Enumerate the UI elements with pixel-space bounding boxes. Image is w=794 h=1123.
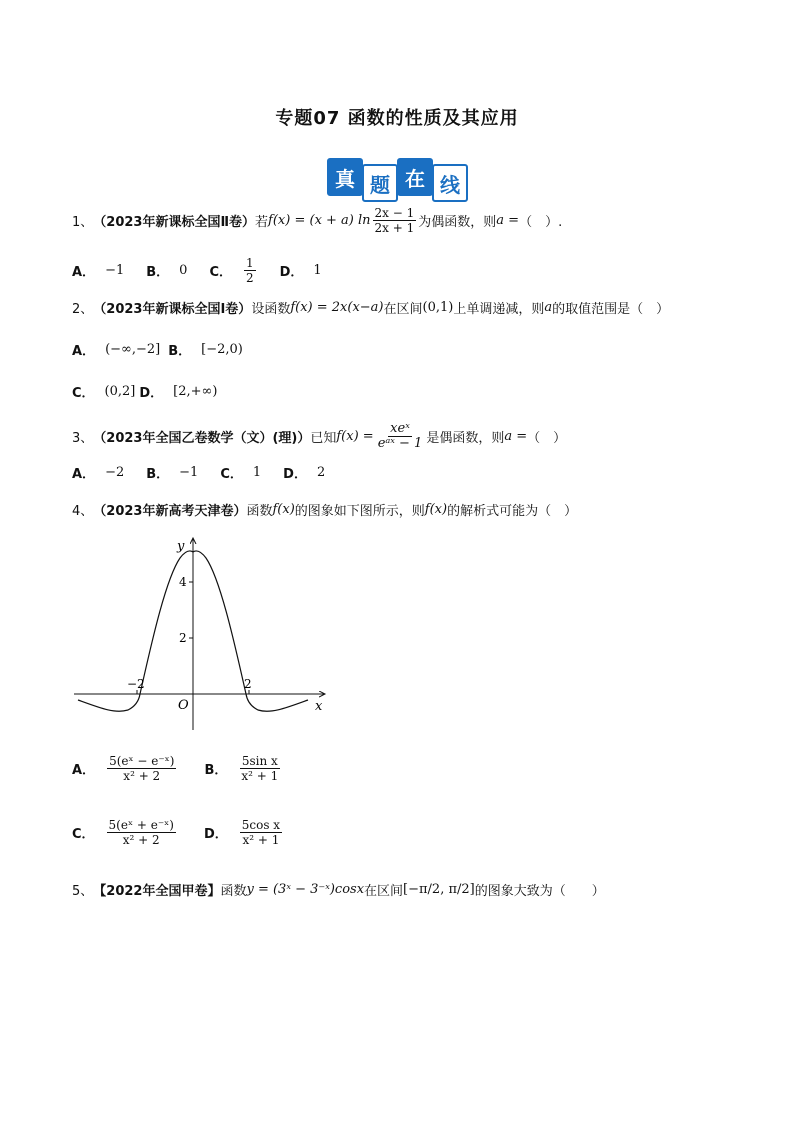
question-source: （2023年新课标全国Ⅱ卷） xyxy=(93,215,256,230)
fraction-denominator: x² + 1 xyxy=(242,833,280,847)
question-text: 的解析式可能为（ ） xyxy=(447,504,578,519)
options-q2-row1 xyxy=(72,340,243,359)
interval: (0,1) xyxy=(422,300,454,315)
question-source: （2023年新高考天津卷） xyxy=(93,504,247,519)
option-value: 0 xyxy=(179,263,188,278)
question-number: 3、 xyxy=(72,431,94,446)
variable: a = xyxy=(504,429,528,444)
question-5 xyxy=(72,880,605,899)
question-4 xyxy=(72,500,577,519)
fraction-denominator: x² + 2 xyxy=(122,833,160,847)
question-source: 【2022年全国甲卷】 xyxy=(93,884,221,899)
fraction-numerator: 5sin x xyxy=(241,754,278,768)
fraction-denominator: 2 xyxy=(245,271,254,285)
question-text: 上单调递减，则 xyxy=(453,302,545,317)
option-value: −1 xyxy=(105,263,125,278)
question-text: 设函数 xyxy=(251,302,291,317)
options-q4-row2 xyxy=(72,818,284,847)
x-axis-label: x xyxy=(315,699,323,714)
fraction-numerator: 5(eˣ + e⁻ˣ) xyxy=(108,818,174,832)
option-label: B． xyxy=(204,763,228,778)
question-1 xyxy=(72,206,562,235)
options-q4-row1 xyxy=(72,754,282,783)
fraction xyxy=(107,818,176,847)
question-text: 已知 xyxy=(310,431,337,446)
question-text: 在区间 xyxy=(364,884,404,899)
banner-tile: 真 xyxy=(327,158,363,196)
option-label: C． xyxy=(72,827,95,842)
option-value: 1 xyxy=(252,465,262,480)
option-label: B． xyxy=(168,344,192,359)
option-label: D． xyxy=(203,827,228,842)
options-q1 xyxy=(72,256,322,285)
question-text: 函数 xyxy=(246,504,273,519)
origin-label: O xyxy=(178,698,189,713)
fraction xyxy=(107,754,176,783)
option-label: D． xyxy=(283,467,307,482)
question-text: 在区间 xyxy=(383,302,423,317)
x-tick-label: −2 xyxy=(127,677,145,691)
question-2 xyxy=(72,298,669,317)
fraction-numerator: 5(eˣ − e⁻ˣ) xyxy=(109,754,175,768)
fraction-denominator: x² + 2 xyxy=(123,769,161,783)
option-value: (0,2] xyxy=(104,384,136,399)
fraction xyxy=(376,422,425,451)
interval: [−π/2, π/2] xyxy=(403,882,475,897)
option-label: C． xyxy=(72,386,95,401)
option-value: −1 xyxy=(179,465,199,480)
question-text: 的图象大致为（ ） xyxy=(474,884,605,899)
function-expression: f(x) xyxy=(424,502,448,517)
function-expression: y = (3ˣ − 3⁻ˣ)cosx xyxy=(246,882,365,897)
banner-tile: 题 xyxy=(362,164,398,202)
y-tick-label: 4 xyxy=(179,575,187,589)
fraction-denominator: eᵃˣ − 1 xyxy=(377,436,423,451)
option-value: (−∞,−2] xyxy=(105,342,161,357)
option-label: C． xyxy=(220,467,243,482)
option-label: A． xyxy=(72,265,96,280)
function-graph xyxy=(70,530,340,740)
fraction-numerator: 2x − 1 xyxy=(374,206,415,220)
fraction xyxy=(239,754,280,783)
option-value: [2,+∞) xyxy=(173,384,218,399)
option-label: A． xyxy=(72,344,96,359)
options-q2-row2 xyxy=(72,382,217,401)
question-3 xyxy=(72,422,566,451)
page-title: 专题07 函数的性质及其应用 xyxy=(275,108,519,129)
question-number: 2、 xyxy=(72,302,94,317)
option-label: D． xyxy=(139,386,164,401)
option-value: 1 xyxy=(313,263,322,278)
fraction xyxy=(244,256,256,285)
question-number: 4、 xyxy=(72,504,94,519)
function-expression: f(x) = (x + a) ln xyxy=(268,213,371,228)
question-text: （ ） xyxy=(527,431,567,446)
variable: a = xyxy=(496,213,520,228)
function-expression: f(x) xyxy=(272,502,295,517)
question-text: （ ）. xyxy=(519,215,563,230)
question-source: （2023年新课标全国Ⅰ卷） xyxy=(93,302,252,317)
banner-tile: 在 xyxy=(397,158,433,196)
option-label: A． xyxy=(72,467,96,482)
banner-zhenti-zaixian xyxy=(327,158,467,198)
variable: a xyxy=(544,300,553,315)
function-expression: f(x) = 2 xyxy=(290,300,341,315)
question-text: 函数 xyxy=(220,884,247,899)
option-value: −2 xyxy=(105,465,125,480)
fraction xyxy=(240,818,282,847)
question-text: 是偶函数，则 xyxy=(426,431,505,446)
y-tick-label: 2 xyxy=(179,631,187,645)
fraction xyxy=(373,206,417,235)
fraction-denominator: 2x + 1 xyxy=(374,221,415,235)
option-label: C． xyxy=(209,265,232,280)
question-source: （2023年全国乙卷数学（文）(理)） xyxy=(93,431,311,446)
y-axis-label: y xyxy=(177,539,185,554)
fraction-denominator: x² + 1 xyxy=(241,769,279,783)
function-expression: f(x) = xyxy=(336,429,374,444)
option-label: B． xyxy=(146,467,170,482)
question-number: 5、 xyxy=(72,884,94,899)
exponent: x(x−a) xyxy=(340,300,384,315)
option-label: A． xyxy=(72,763,96,778)
fraction-numerator: 5cos x xyxy=(241,818,281,832)
option-value: 2 xyxy=(316,465,326,480)
fraction-numerator: 1 xyxy=(245,256,254,270)
option-label: B． xyxy=(146,265,170,280)
x-tick-label: 2 xyxy=(244,677,252,691)
option-value: [−2,0) xyxy=(201,342,243,357)
option-label: D． xyxy=(279,265,304,280)
fraction-numerator: xeˣ xyxy=(390,421,410,436)
options-q3 xyxy=(72,463,325,482)
question-number: 1、 xyxy=(72,215,94,230)
question-text: 若 xyxy=(255,215,269,230)
question-text: 的取值范围是（ ） xyxy=(552,302,670,317)
banner-tile: 线 xyxy=(432,164,468,202)
question-text: 为偶函数，则 xyxy=(418,215,497,230)
question-text: 的图象如下图所示，则 xyxy=(294,504,425,519)
